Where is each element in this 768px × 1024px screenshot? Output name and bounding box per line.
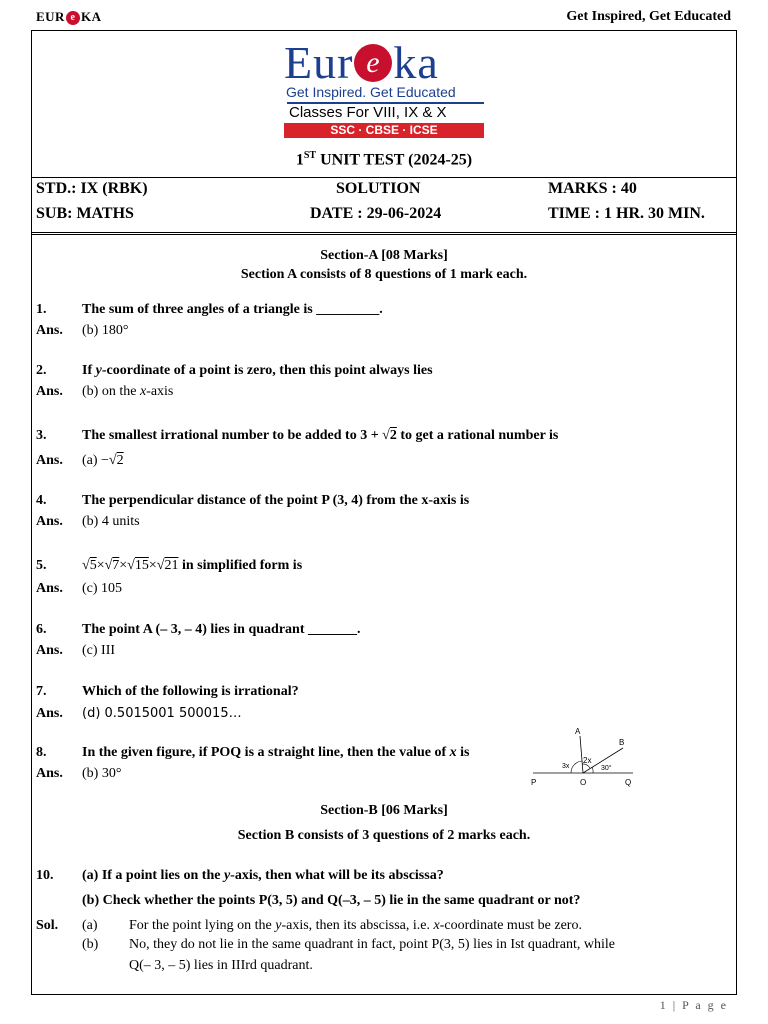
q3-answer-a: (a) −√ (82, 453, 117, 468)
q3-answer (82, 453, 124, 469)
label-b: B (619, 738, 625, 747)
q10-part-b: (b) Check whether the points P(3, 5) and Q(–3, – 5) lie in the same quadrant or not? (82, 893, 581, 908)
q2-answer-a: (b) on the (82, 384, 140, 399)
eureka-logo (284, 36, 439, 89)
q5-text-b: in simplified form is (178, 558, 303, 573)
q8-text (82, 745, 469, 761)
label-o: O (580, 778, 587, 787)
label-3x: 3x (562, 763, 570, 770)
q3-ans-label: Ans. (36, 453, 63, 468)
section-a-desc: Section A consists of 8 questions of 1 mark each. (240, 267, 528, 282)
std-label: STD.: IX (RBK) (36, 180, 148, 197)
logo-word-b: ka (393, 37, 439, 88)
q10-sol-a-text-a: For the point lying on the (129, 918, 276, 933)
q3-text (82, 428, 558, 444)
brand-header-left (36, 9, 101, 25)
marks-label: MARKS : 40 (548, 180, 637, 197)
divider-double (31, 232, 737, 235)
solution-label: SOLUTION (336, 180, 421, 197)
q3-text-b: to get a rational number is (396, 428, 559, 443)
q2-text-a: If (82, 363, 96, 378)
q2-ans-label: Ans. (36, 384, 63, 399)
q6-answer: (c) III (82, 643, 116, 658)
q7-ans-label: Ans. (36, 706, 63, 721)
label-p: P (531, 778, 537, 787)
q10-sol-b-line1: No, they do not lie in the same quadrant in fact, point P(3, 5) lies in Ist quadrant, while (129, 937, 616, 952)
q5-number: 5. (36, 558, 47, 573)
q10-a-text-b: -axis, then what will be its abscissa? (230, 868, 444, 883)
q5-r1: 5 (89, 558, 97, 573)
q4-number: 4. (36, 493, 47, 508)
q8-var: x (449, 745, 457, 760)
q6-number: 6. (36, 622, 47, 637)
q2-answer-var: x (139, 384, 147, 399)
q2-text-b: -coordinate of a point is zero, then this point always lies (101, 363, 433, 378)
logo-word-a: Eur (284, 37, 354, 88)
q3-text-a: The smallest irrational number to be added to 3 + √ (82, 428, 390, 443)
q5-expr: √5×√7×√15×√21 (82, 558, 179, 573)
q5-r2: 7 (112, 558, 120, 573)
page-frame (31, 30, 737, 995)
logo-e-icon: e (354, 44, 392, 82)
divider-top (31, 177, 737, 178)
q10-sol-a-var2: x (433, 918, 440, 933)
q10-sol-b-line2: Q(– 3, – 5) lies in IIIrd quadrant. (129, 958, 313, 973)
q8-text-b: is (456, 745, 470, 760)
q5-r3: 15 (134, 558, 149, 573)
q4-ans-label: Ans. (36, 514, 63, 529)
q3-number: 3. (36, 428, 47, 443)
title-num: 1 (295, 151, 304, 169)
q1-ans-label: Ans. (36, 323, 63, 338)
q6-ans-label: Ans. (36, 643, 63, 658)
q10-sol-a-var1: y (275, 918, 282, 933)
q10-sol-a-text-c: -coordinate must be zero. (439, 918, 582, 933)
label-2x: 2x (583, 756, 592, 765)
q1-answer: (b) 180° (82, 323, 129, 338)
header-tagline: Get Inspired, Get Educated (566, 9, 731, 24)
logo-classes: Classes For VIII, IX & X (289, 104, 447, 121)
q10-sol-a-label: (a) (82, 918, 98, 933)
arc-3x (571, 761, 582, 773)
q5-r4: 21 (164, 558, 179, 573)
q3-answer-radicand: 2 (116, 453, 124, 468)
q8-number: 8. (36, 745, 47, 760)
logo-tagline: Get Inspired. Get Educated (286, 84, 456, 100)
q2-number: 2. (36, 363, 47, 378)
q4-answer: (b) 4 units (82, 514, 140, 529)
q8-text-a: In the given figure, if POQ is a straight line, then the value of (82, 745, 450, 760)
q5-answer: (c) 105 (82, 581, 123, 596)
arc-30 (592, 767, 593, 773)
q10-part-a (82, 868, 444, 884)
q2-answer-b: -axis (146, 384, 174, 399)
label-30: 30° (601, 765, 612, 772)
q1-text: The sum of three angles of a triangle is _________. (82, 302, 383, 317)
logo-boards-bar: SSC · CBSE · ICSE (284, 123, 484, 138)
q10-sol-b-label: (b) (82, 937, 99, 952)
q8-ans-label: Ans. (36, 766, 63, 781)
brand-text-a: EUR (36, 9, 65, 24)
q7-number: 7. (36, 684, 47, 699)
subject-label: SUB: MATHS (36, 205, 134, 222)
title-rest: UNIT TEST (2024-25) (316, 151, 473, 169)
q10-number: 10. (36, 868, 54, 883)
q10-a-var: y (223, 868, 231, 883)
q10-sol-label: Sol. (36, 918, 59, 933)
q2-answer (82, 384, 173, 400)
q4-text: The perpendicular distance of the point P (3, 4) from the x-axis is (82, 493, 470, 508)
q5-ans-label: Ans. (36, 581, 63, 596)
q10-sol-a-text (129, 918, 582, 934)
brand-logo-e-icon: e (66, 11, 80, 25)
q7-answer: (d) 0.5015001 500015… (82, 706, 242, 721)
date-label: DATE : 29-06-2024 (310, 205, 442, 222)
q2-text (82, 363, 433, 379)
brand-text-b: KA (80, 9, 102, 24)
q1-number: 1. (36, 302, 47, 317)
title-sup: ST (303, 150, 317, 161)
time-label: TIME : 1 HR. 30 MIN. (548, 205, 705, 222)
q3-radicand: 2 (389, 428, 397, 443)
label-a: A (575, 727, 581, 736)
angle-figure (525, 726, 645, 790)
section-b-title: Section-B [06 Marks] (320, 803, 448, 818)
q10-sol-a-text-b: -axis, then its abscissa, i.e. (281, 918, 434, 933)
ray-oa (580, 736, 583, 773)
q5-text (82, 558, 302, 574)
q6-text: The point A (– 3, – 4) lies in quadrant _______. (82, 622, 361, 637)
section-b-desc: Section B consists of 3 questions of 2 marks each. (237, 828, 531, 843)
test-title (0, 150, 768, 169)
q8-answer: (b) 30° (82, 766, 122, 781)
page-number: 1 | P a g e (659, 998, 728, 1012)
label-q: Q (625, 778, 632, 787)
q10-a-text-a: (a) If a point lies on the (82, 868, 224, 883)
q2-var: y (95, 363, 102, 378)
section-a-title: Section-A [08 Marks] (320, 248, 448, 263)
q7-text: Which of the following is irrational? (82, 684, 299, 699)
